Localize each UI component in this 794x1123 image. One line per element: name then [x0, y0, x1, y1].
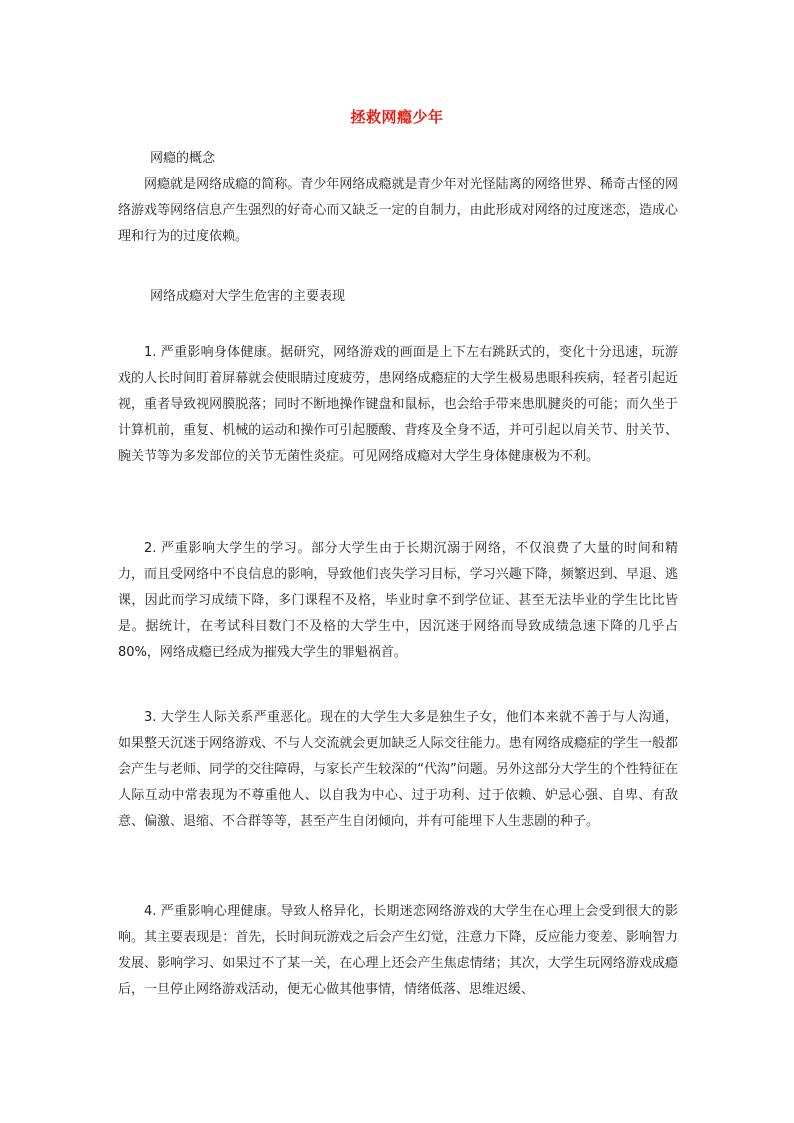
paragraph-harm-1: 1. 严重影响身体健康。据研究，网络游戏的画面是上下左右跳跃式的，变化十分迅速，玩游戏的人长时间盯着屏幕就会使眼睛过度疲劳，患网络成瘾症的大学生极易患眼科疾病，轻者引起近视，重者导致视网膜脱落；同时不断地操作键盘和鼠标，也会给手带来患肌腱炎的可能；而久坐于计算机前，重复、机械的运动和操作可引起腰酸、背疼及全身不适，并可引起以肩关节、肘关节、腕关节等为多发部位的关节无菌性炎症。可见网络成瘾对大学生身体健康极为不利。: [118, 345, 678, 464]
paragraph-harm-2: 2. 严重影响大学生的学习。部分大学生由于长期沉溺于网络，不仅浪费了大量的时间和精力，而且受网络中不良信息的影响，导致他们丧失学习目标，学习兴趣下降，频繁迟到、早退、逃课，因此而学习成绩下降，多门课程不及格，毕业时拿不到学位证、甚至无法毕业的学生比比皆是。据统计，在考试科目数门不及格的大学生中，因沉迷于网络而导致成绩急速下降的几乎占 80%，网络成瘾已经成为摧残大学生的罪魁祸首。: [118, 541, 678, 660]
page-title: 拯救网瘾少年: [350, 108, 444, 126]
paragraph-harm-3: 3. 大学生人际关系严重恶化。现在的大学生大多是独生子女，他们本来就不善于与人沟通，如果整天沉迷于网络游戏、不与人交流就会更加缺乏人际交往能力。患有网络成瘾症的学生一般都会产生与老师、同学的交往障碍，与家长产生较深的“代沟”问题。另外这部分大学生的个性特征在人际互动中常表现为不尊重他人、以自我为中心、过于功利、过于依赖、妒忌心强、自卑、有敌意、偏激、退缩、不合群等等，甚至产生自闭倾向，并有可能埋下人生悲剧的种子。: [118, 710, 678, 829]
paragraph-harm-4: 4. 严重影响心理健康。导致人格异化，长期迷恋网络游戏的大学生在心理上会受到很大的影响。其主要表现是：首先，长时间玩游戏之后会产生幻觉，注意力下降，反应能力变差、影响智力发展、影响学习、如果过不了某一关，在心理上还会产生焦虑情绪；其次，大学生玩网络游戏成瘾后，一旦停止网络游戏活动，便无心做其他事情，情绪低落、思维迟缓、: [118, 904, 678, 997]
section-heading-harms: 网络成瘾对大学生危害的主要表现: [150, 289, 346, 304]
paragraph-concept: 网瘾就是网络成瘾的简称。青少年网络成瘾就是青少年对光怪陆离的网络世界、稀奇古怪的网络游戏等网络信息产生强烈的好奇心而又缺乏一定的自制力，由此形成对网络的过度迷恋，造成心理和行为的过度依赖。: [118, 177, 678, 244]
section-heading-concept: 网瘾的概念: [150, 151, 216, 166]
